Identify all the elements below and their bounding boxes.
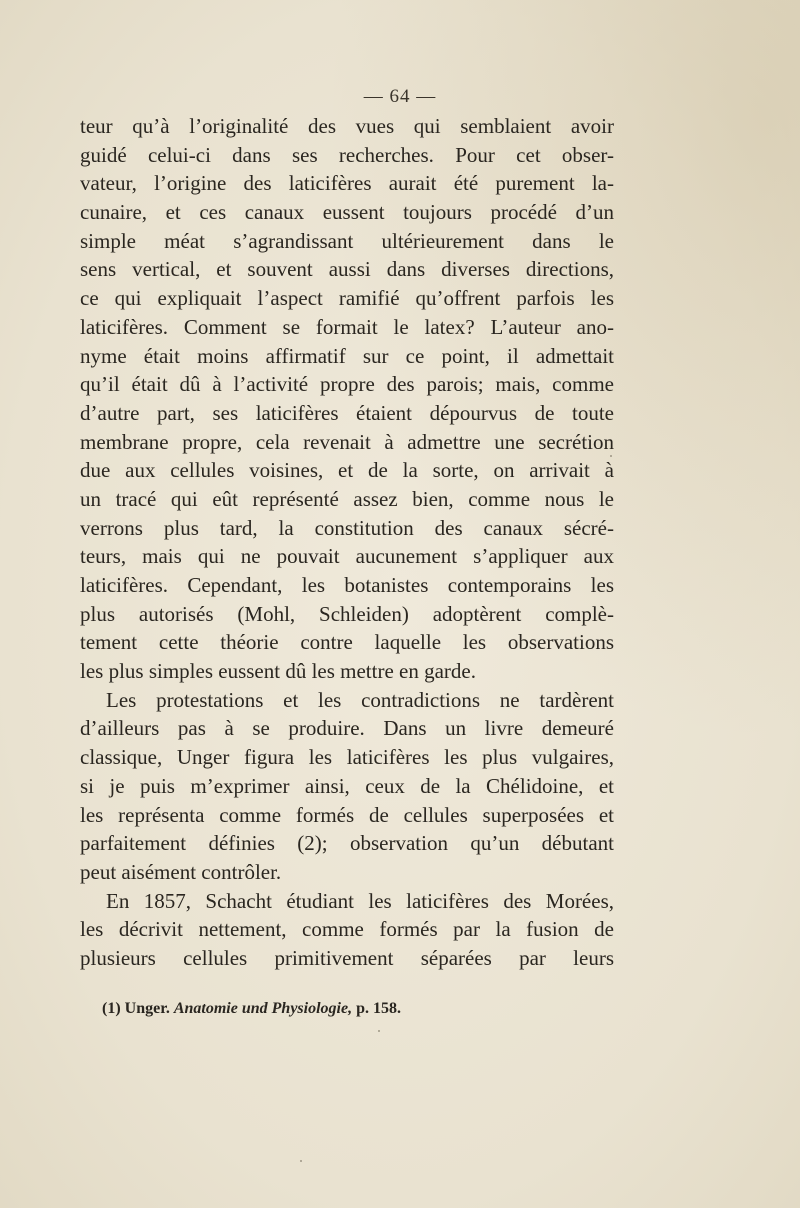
footnote-marker: (1) Unger. [102,1000,170,1017]
text-line: teurs, mais qui ne pouvait aucunement s’appliquer aux [80,544,614,569]
text-line: ce qui expliquait l’aspect ramifié qu’offrent parfois les [80,286,614,311]
text-line: cunaire, et ces canaux eussent toujours procédé d’un [80,200,614,225]
text-line: les décrivit nettement, comme formés par la fusion de [80,917,614,942]
text-line: tement cette théorie contre laquelle les observations [80,630,614,655]
paper-speck [378,1030,380,1032]
text-line: teur qu’à l’originalité des vues qui semblaient avoir [80,114,614,138]
text-line: nyme était moins affirmatif sur ce point, il admettait [80,343,614,368]
text-line: En 1857, Schacht étudiant les laticifères des Morées, [106,888,614,913]
text-line: sens vertical, et souvent aussi dans diverses directions, [80,257,614,282]
text-line: due aux cellules voisines, et de la sorte, on arrivait à [80,458,614,483]
text-line: laticifères. Comment se formait le latex? L’auteur ano- [80,314,614,339]
text-line: si je puis m’exprimer ainsi, ceux de la Chélidoine, et [80,773,614,798]
page-number: — 64 — [363,86,437,107]
text-line: Les protestations et les contradictions ne tardèrent [106,687,614,712]
text-line: d’ailleurs pas à se produire. Dans un livre demeuré [80,716,614,741]
text-line: parfaitement définies (2); observation qu’un débutant [80,831,614,856]
text-line: un tracé qui eût représenté assez bien, comme nous le [80,486,614,511]
text-line: d’autre part, ses laticifères étaient dépourvus de toute [80,400,614,425]
paper-speck [300,1160,302,1162]
text-line: verrons plus tard, la constitution des canaux sécré- [80,515,614,540]
body-text [80,112,614,973]
footnote-title: Anatomie und Physiologie, [173,1000,353,1017]
text-line: guidé celui-ci dans ses recherches. Pour cet obser- [80,142,614,167]
text-line: laticifères. Cependant, les botanistes contemporains les [80,573,614,597]
text-line: peut aisément contrôler. [80,859,282,884]
text-line: plusieurs cellules primitivement séparées par leurs [80,945,614,970]
paper-speck [610,455,612,457]
text-line: plus autorisés (Mohl, Schleiden) adoptèrent complè- [80,601,614,626]
footnote [80,1000,401,1018]
footnote-page: p. 158. [356,1000,401,1017]
text-line: les représenta comme formés de cellules superposées et [80,802,614,827]
text-line: membrane propre, cela revenait à admettre une secrétion [80,429,614,454]
text-line: classique, Unger figura les laticifères les plus vulgaires, [80,745,614,770]
text-line: vateur, l’origine des laticifères aurait été purement la- [80,171,614,196]
text-line: qu’il était dû à l’activité propre des parois; mais, comme [80,372,614,397]
text-line: simple méat s’agrandissant ultérieurement dans le [80,228,614,253]
text-line: les plus simples eussent dû les mettre en garde. [80,659,476,684]
